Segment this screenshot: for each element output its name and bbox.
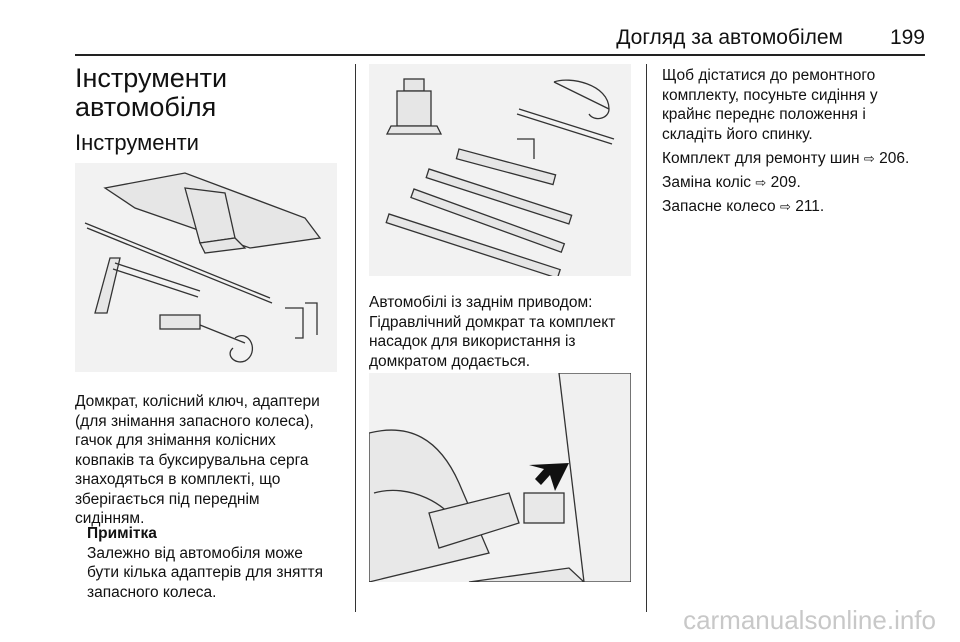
- text-line: крайнє переднє положення і: [662, 106, 866, 123]
- reference-page: 206.: [879, 150, 910, 167]
- reference-arrow-icon: ⇨: [863, 151, 875, 166]
- header-rule: [75, 54, 925, 56]
- jack-illustration: [369, 64, 631, 276]
- figure-tools: [75, 163, 337, 372]
- column-divider: [355, 64, 356, 612]
- column-divider: [646, 64, 647, 612]
- reference-text: Заміна коліс: [662, 174, 752, 191]
- heading-line: Інструменти: [75, 63, 228, 93]
- column-left: [75, 64, 345, 156]
- text-line: запасного колеса.: [87, 583, 217, 601]
- text-line: бути кілька адаптерів для зняття: [87, 564, 324, 581]
- text-line: гачок для знімання колісних: [75, 432, 276, 449]
- watermark: carmanualsonline.info: [683, 605, 936, 635]
- text-line: складіть його спинку.: [662, 125, 813, 143]
- tools-illustration: [75, 163, 337, 372]
- text-line: Автомобілі із заднім приводом:: [369, 294, 593, 311]
- text-line: Залежно від автомобіля може: [87, 544, 303, 562]
- section-heading: Інструменти: [75, 130, 199, 155]
- arrow-icon: [529, 463, 569, 491]
- figure-hydraulic-jack: [369, 64, 631, 276]
- seat-illustration: [369, 373, 631, 582]
- text-line: (для знімання запасного колеса),: [75, 412, 314, 430]
- reference-wheel-change[interactable]: [662, 171, 942, 195]
- text-line: знаходяться в комплекті, що: [75, 471, 281, 488]
- text-line: Гідравлічний домкрат та комплект: [369, 313, 616, 331]
- reference-page: 209.: [770, 174, 801, 191]
- figure-seat-storage: [369, 373, 631, 582]
- text-line: Домкрат, колісний ключ, адаптери: [75, 393, 320, 410]
- reference-spare-wheel[interactable]: [662, 195, 942, 219]
- page-header: [75, 24, 925, 50]
- text-line: ковпаків та буксирувальна серга: [75, 451, 309, 469]
- page-number: 199: [889, 26, 925, 49]
- text-line: сидінням.: [75, 510, 145, 527]
- text-line: комплекту, посуньте сидіння у: [662, 86, 878, 104]
- note-block: [87, 524, 347, 602]
- chapter-heading: [75, 64, 345, 122]
- paragraph-tools: [75, 392, 350, 529]
- text-line: Щоб дістатися до ремонтного: [662, 67, 876, 84]
- reference-list: [662, 147, 942, 219]
- reference-text: Комплект для ремонту шин: [662, 150, 860, 167]
- reference-arrow-icon: ⇨: [780, 199, 791, 214]
- text-line: насадок для використання із: [369, 333, 576, 350]
- note-title: Примітка: [87, 525, 157, 542]
- text-line: домкратом додається.: [369, 352, 531, 370]
- reference-arrow-icon: ⇨: [755, 175, 767, 190]
- reference-text: Запасне колесо: [662, 198, 776, 215]
- reference-page: 211.: [795, 198, 825, 215]
- text-line: зберігається під переднім: [75, 490, 260, 508]
- paragraph-access: [662, 66, 942, 144]
- paragraph-rwd: [369, 293, 639, 371]
- reference-tire-repair[interactable]: [662, 147, 942, 171]
- section-title: Догляд за автомобілем: [616, 26, 843, 49]
- heading-line: автомобіля: [75, 92, 217, 122]
